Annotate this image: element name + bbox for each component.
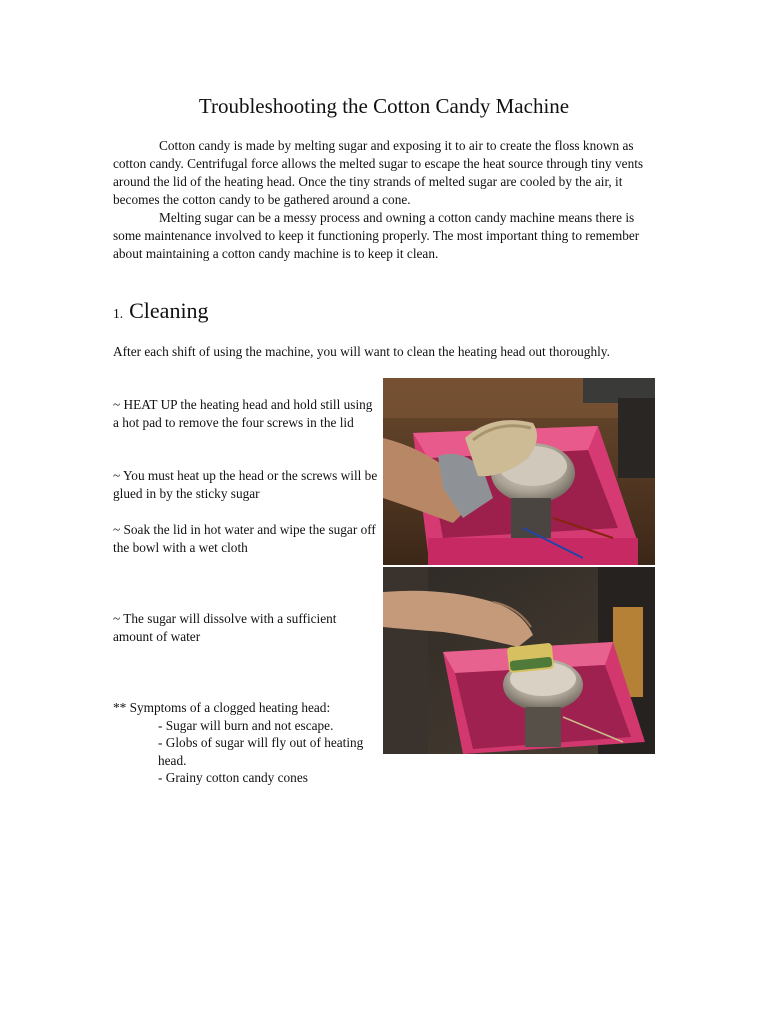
symptom-item: - Grainy cotton candy cones: [158, 770, 308, 785]
intro-section: [113, 137, 653, 263]
cleaning-intro: After each shift of using the machine, you will want to clean the heating head out thoroughly.: [113, 344, 610, 359]
photo-sponge-cleaning-bowl: [383, 567, 655, 754]
cleaning-step: ~ The sugar will dissolve with a sufficient amount of water: [113, 611, 337, 644]
intro-paragraph: Melting sugar can be a messy process and owning a cotton candy machine means there is some maintenance involved to keep it functioning properly. The most important thing to remember about maintaining a cotton candy machine is to keep it clean.: [113, 210, 640, 261]
document-title: Troubleshooting the Cotton Candy Machine: [198, 94, 570, 118]
section-heading: [113, 296, 209, 329]
symptom-item: - Globs of sugar will fly out of heating head.: [158, 735, 364, 768]
intro-paragraph: Cotton candy is made by melting sugar and exposing it to air to create the floss known as cotton candy. Centrifugal force allows the melted sugar to escape the heat source through tiny vents around the lid of the heating head. Once the tiny strands of melted sugar are cooled by the air, it becomes the cotton candy to be gathered around a cone.: [113, 138, 644, 207]
symptoms-heading: ** Symptoms of a clogged heating head:: [113, 700, 331, 715]
symptoms-list: [113, 717, 368, 787]
section-number: 1.: [113, 306, 124, 321]
cleaning-step: ~ You must heat up the head or the screws will be glued in by the sticky sugar: [113, 468, 378, 501]
cleaning-step: ~ HEAT UP the heating head and hold still using a hot pad to remove the four screws in the lid: [113, 397, 373, 430]
photo-gloved-hand-heating-head: [383, 378, 655, 565]
cleaning-step: ~ Soak the lid in hot water and wipe the sugar off the bowl with a wet cloth: [113, 522, 376, 555]
symptom-item: - Sugar will burn and not escape.: [158, 717, 334, 733]
symptoms-block: [113, 699, 368, 787]
section-title: Cleaning: [129, 298, 209, 323]
